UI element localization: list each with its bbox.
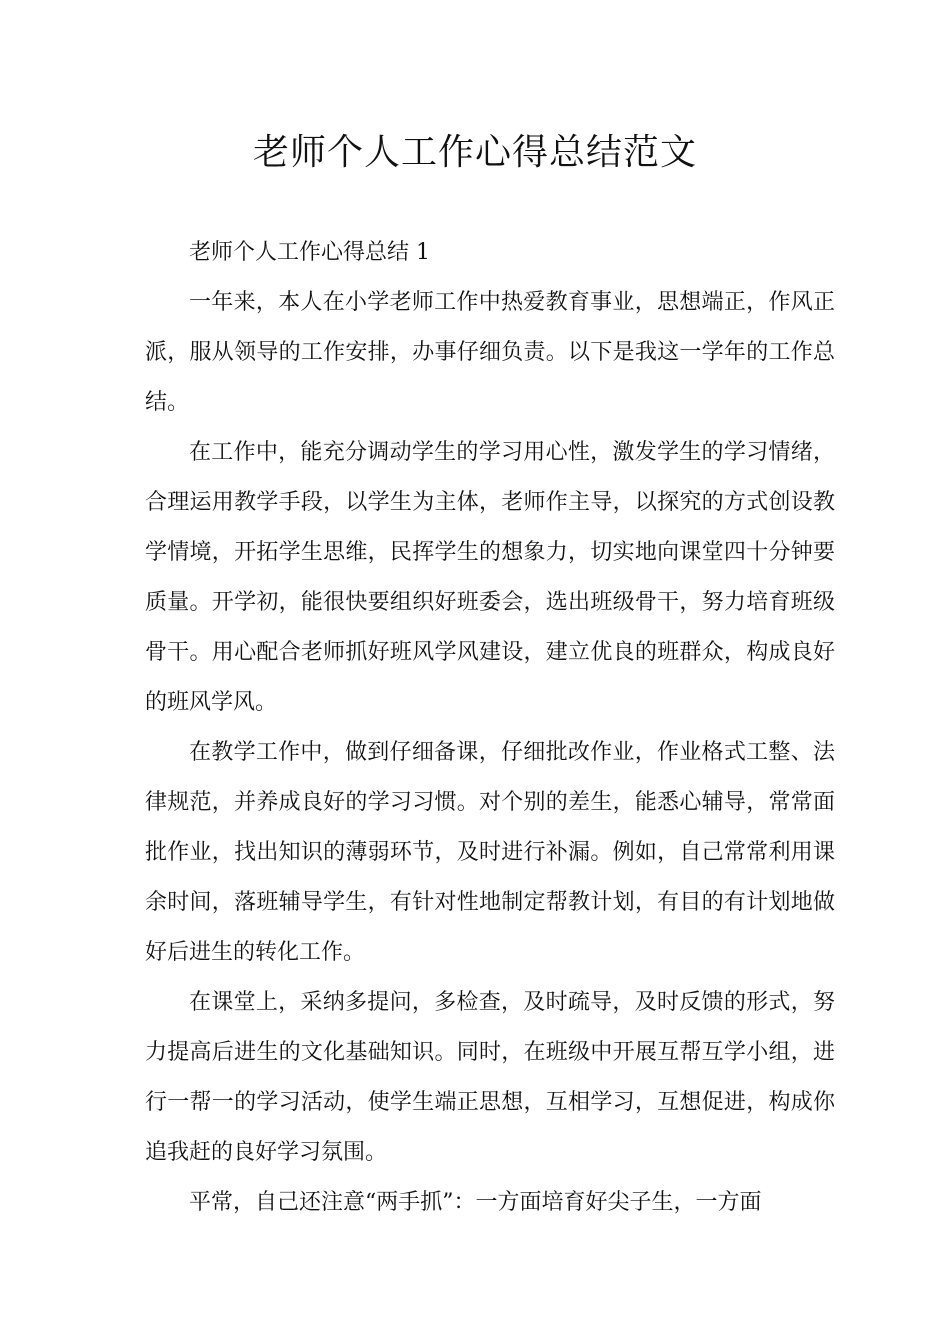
document-body bbox=[145, 228, 835, 1228]
paragraph-1: 一年来，本人在小学老师工作中热爱教育事业，思想端正，作风正派，服从领导的工作安排，办事仔细负责。以下是我这一学年的工作总结。 bbox=[145, 290, 835, 415]
paragraph-2: 在工作中，能充分调动学生的学习用心性，激发学生的学习情绪，合理运用教学手段，以学生为主体，老师作主导，以探究的方式创设教学情境，开拓学生思维，民挥学生的想象力，切实地向课堂四十分钟要质量。开学初，能很快要组织好班委会，选出班级骨干，努力培育班级骨干。用心配合老师抓好班风学风建设，建立优良的班群众，构成良好的班风学风。 bbox=[145, 440, 835, 715]
paragraph-5: 平常，自己还注意“两手抓”：一方面培育好尖子生，一方面 bbox=[189, 1190, 762, 1215]
section-heading: 老师个人工作心得总结 1 bbox=[189, 240, 430, 265]
document-title: 老师个人工作心得总结范文 bbox=[252, 132, 697, 173]
paragraph-4: 在课堂上，采纳多提问，多检查，及时疏导，及时反馈的形式，努力提高后进生的文化基础知识。同时，在班级中开展互帮互学小组，进行一帮一的学习活动，使学生端正思想，互相学习，互想促进，构成你追我赶的良好学习氛围。 bbox=[145, 990, 835, 1165]
paragraph-3: 在教学工作中，做到仔细备课，仔细批改作业，作业格式工整、法律规范，并养成良好的学习习惯。对个别的差生，能悉心辅导，常常面批作业，找出知识的薄弱环节，及时进行补漏。例如，自己常常利用课余时间，落班辅导学生，有针对性地制定帮教计划，有目的有计划地做好后进生的转化工作。 bbox=[145, 740, 835, 965]
